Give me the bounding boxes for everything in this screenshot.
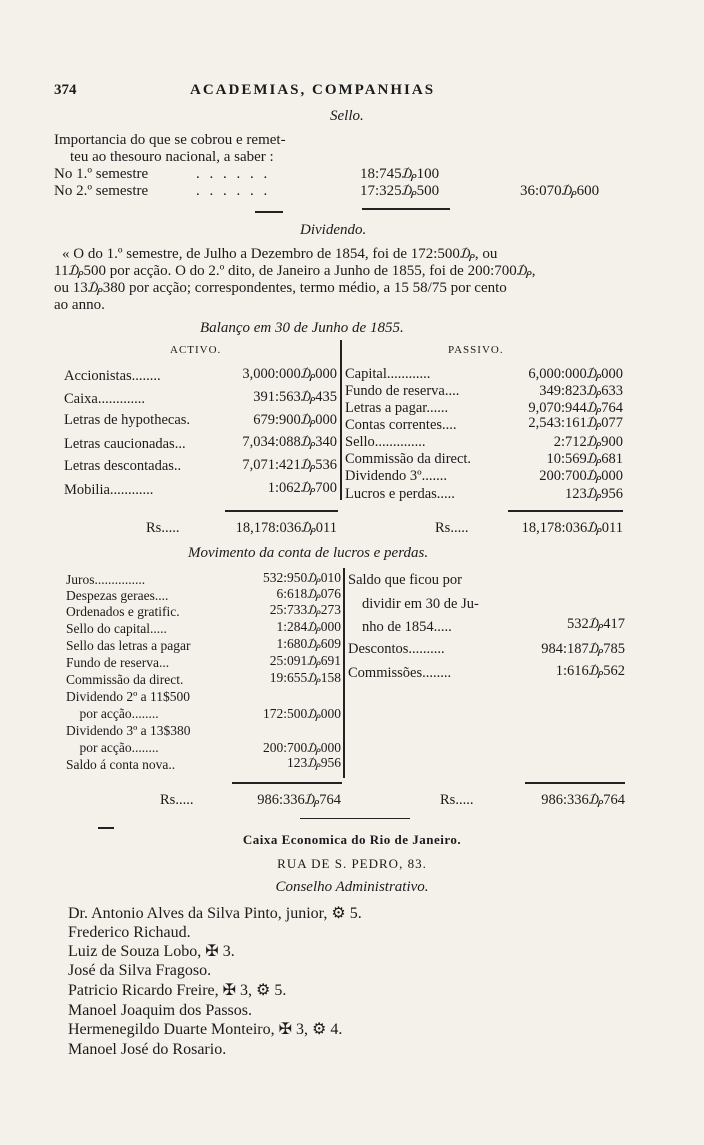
activo-value: 7,071:421₯536	[242, 457, 337, 473]
debit-label: por acção........	[66, 740, 159, 755]
passivo-value: 2,543:161₯077	[528, 415, 623, 431]
activo-value: 7,034:088₯340	[242, 434, 337, 450]
debit-value: 200:700₯000	[262, 740, 341, 755]
rule	[525, 782, 625, 784]
activo-label: Letras de hypothecas.	[64, 412, 191, 428]
total-label: Rs.....	[160, 792, 194, 808]
debit-label: Sello das letras a pagar	[66, 638, 191, 653]
debit-label: Juros...............	[66, 572, 146, 587]
debit-value: 172:500₯000	[262, 706, 341, 721]
rule	[232, 782, 342, 784]
dividendo-line: ou 13₯380 por acção; correspondentes, termo médio, a 15 58/75 por cento	[54, 280, 507, 296]
passivo-label: Contas correntes....	[345, 417, 457, 433]
sello-total: 36:070₯600	[520, 183, 600, 199]
total-passivo: 18,178:036₯011	[521, 520, 623, 536]
activo-header: ACTIVO.	[170, 344, 222, 356]
activo-label: Caixa.............	[64, 391, 145, 407]
passivo-header: PASSIVO.	[448, 344, 504, 356]
member: Manoel Joaquim dos Passos.	[68, 1002, 252, 1019]
column-divider	[340, 340, 342, 500]
passivo-label: Commissão da direct.	[345, 451, 472, 467]
passivo-value: 349:823₯633	[539, 383, 623, 399]
sello-heading: Sello.	[330, 108, 364, 124]
passivo-label: Lucros e perdas.....	[345, 486, 455, 502]
running-title: ACADEMIAS, COMPANHIAS	[190, 82, 436, 98]
activo-label: Accionistas........	[64, 368, 161, 384]
debit-value: 25:091₯691	[269, 653, 341, 668]
member: José da Silva Fragoso.	[68, 962, 212, 979]
passivo-value: 6,000:000₯000	[528, 366, 623, 382]
credit-saldo-line: nho de 1854.....	[362, 619, 452, 635]
debit-value: 1:284₯000	[276, 619, 341, 634]
rule	[300, 818, 410, 819]
page-number: 374	[54, 82, 77, 98]
rule	[98, 827, 114, 829]
debit-value: 532:950₯010	[262, 570, 341, 585]
debit-value: 25:733₯273	[269, 602, 341, 617]
column-divider	[343, 568, 345, 778]
dividendo-heading: Dividendo.	[300, 222, 367, 238]
caixa-address: RUA DE S. PEDRO, 83.	[277, 856, 427, 871]
debit-value: 6:618₯076	[276, 586, 341, 601]
total-credit: 986:336₯764	[541, 792, 625, 808]
passivo-value: 10:569₯681	[546, 451, 623, 467]
rule	[362, 208, 450, 210]
debit-label: Dividendo 2º a 11$500	[66, 689, 191, 704]
credit-value: 984:187₯785	[541, 641, 625, 657]
activo-value: 3,000:000₯000	[242, 366, 337, 382]
sello-row-label: No 2.º semestre	[54, 183, 149, 199]
credit-label: Commissões........	[348, 665, 452, 681]
total-activo: 18,178:036₯011	[235, 520, 337, 536]
debit-label: Sello do capital.....	[66, 621, 167, 636]
sello-row-label: No 1.º semestre	[54, 166, 149, 182]
sello-row-value: 18:745₯100	[360, 166, 440, 182]
member: Hermenegildo Duarte Monteiro, ✠ 3, ⚙ 4.	[68, 1021, 343, 1038]
passivo-label: Sello..............	[345, 434, 426, 450]
activo-label: Mobilia............	[64, 482, 154, 498]
dividendo-line: 11₯500 por acção. O do 2.º dito, de Janeiro a Junho de 1855, foi de 200:700₯,	[54, 263, 536, 279]
member: Luiz de Souza Lobo, ✠ 3.	[68, 943, 235, 960]
sello-intro-line2: teu ao thesouro nacional, a saber :	[70, 149, 274, 165]
total-label: Rs.....	[146, 520, 180, 536]
dividendo-line: « O do 1.º semestre, de Julho a Dezembro de 1854, foi de 172:500₯, ou	[62, 246, 498, 262]
debit-label: Fundo de reserva...	[66, 655, 170, 670]
total-label: Rs.....	[435, 520, 469, 536]
member: Manoel José do Rosario.	[68, 1041, 227, 1058]
sello-row-dots: . . . . . .	[196, 183, 271, 199]
activo-label: Letras caucionadas...	[64, 436, 186, 452]
total-label: Rs.....	[440, 792, 474, 808]
activo-value: 1:062₯700	[267, 480, 337, 496]
member: Patricio Ricardo Freire, ✠ 3, ⚙ 5.	[68, 982, 287, 999]
sello-row-dots: . . . . . .	[196, 166, 271, 182]
movimento-heading: Movimento da conta de lucros e perdas.	[188, 545, 429, 561]
passivo-label: Letras a pagar......	[345, 400, 449, 416]
caixa-title: Caixa Economica do Rio de Janeiro.	[242, 832, 462, 847]
credit-label: Descontos..........	[348, 641, 445, 657]
debit-label: por acção........	[66, 706, 159, 721]
rule	[508, 510, 623, 512]
activo-value: 391:563₯435	[253, 389, 337, 405]
activo-value: 679:900₯000	[253, 412, 337, 428]
debit-label: Saldo á conta nova..	[66, 757, 176, 772]
credit-saldo-line: dividir em 30 de Ju-	[362, 596, 479, 612]
passivo-value: 200:700₯000	[539, 468, 623, 484]
passivo-value: 123₯956	[565, 486, 623, 502]
sello-row-value: 17:325₯500	[360, 183, 440, 199]
passivo-value: 9,070:944₯764	[528, 400, 623, 416]
debit-value: 19:655₯158	[269, 670, 341, 685]
rule	[255, 211, 283, 213]
debit-label: Commissão da direct.	[66, 672, 184, 687]
conselho-heading: Conselho Administrativo.	[275, 879, 429, 895]
passivo-label: Fundo de reserva....	[345, 383, 460, 399]
passivo-value: 2:712₯900	[553, 434, 623, 450]
rule	[225, 510, 338, 512]
debit-value: 123₯956	[287, 755, 341, 770]
debit-label: Ordenados e gratific.	[66, 604, 180, 619]
debit-label: Despezas geraes....	[66, 588, 169, 603]
credit-saldo-line: Saldo que ficou por	[348, 572, 462, 588]
dividendo-line: ao anno.	[54, 297, 105, 313]
member: Dr. Antonio Alves da Silva Pinto, junior, ⚙ 5.	[68, 905, 362, 922]
total-debit: 986:336₯764	[257, 792, 341, 808]
debit-label: Dividendo 3º a 13$380	[66, 723, 191, 738]
credit-value: 1:616₯562	[555, 663, 625, 679]
credit-saldo-value: 532₯417	[567, 616, 625, 632]
passivo-label: Dividendo 3º.......	[345, 468, 447, 484]
sello-intro-line1: Importancia do que se cobrou e remet-	[54, 132, 286, 148]
balanco-heading: Balanço em 30 de Junho de 1855.	[200, 320, 404, 336]
member: Frederico Richaud.	[68, 924, 191, 941]
activo-label: Letras descontadas..	[64, 458, 182, 474]
passivo-label: Capital............	[345, 366, 431, 382]
debit-value: 1:680₯609	[276, 636, 341, 651]
